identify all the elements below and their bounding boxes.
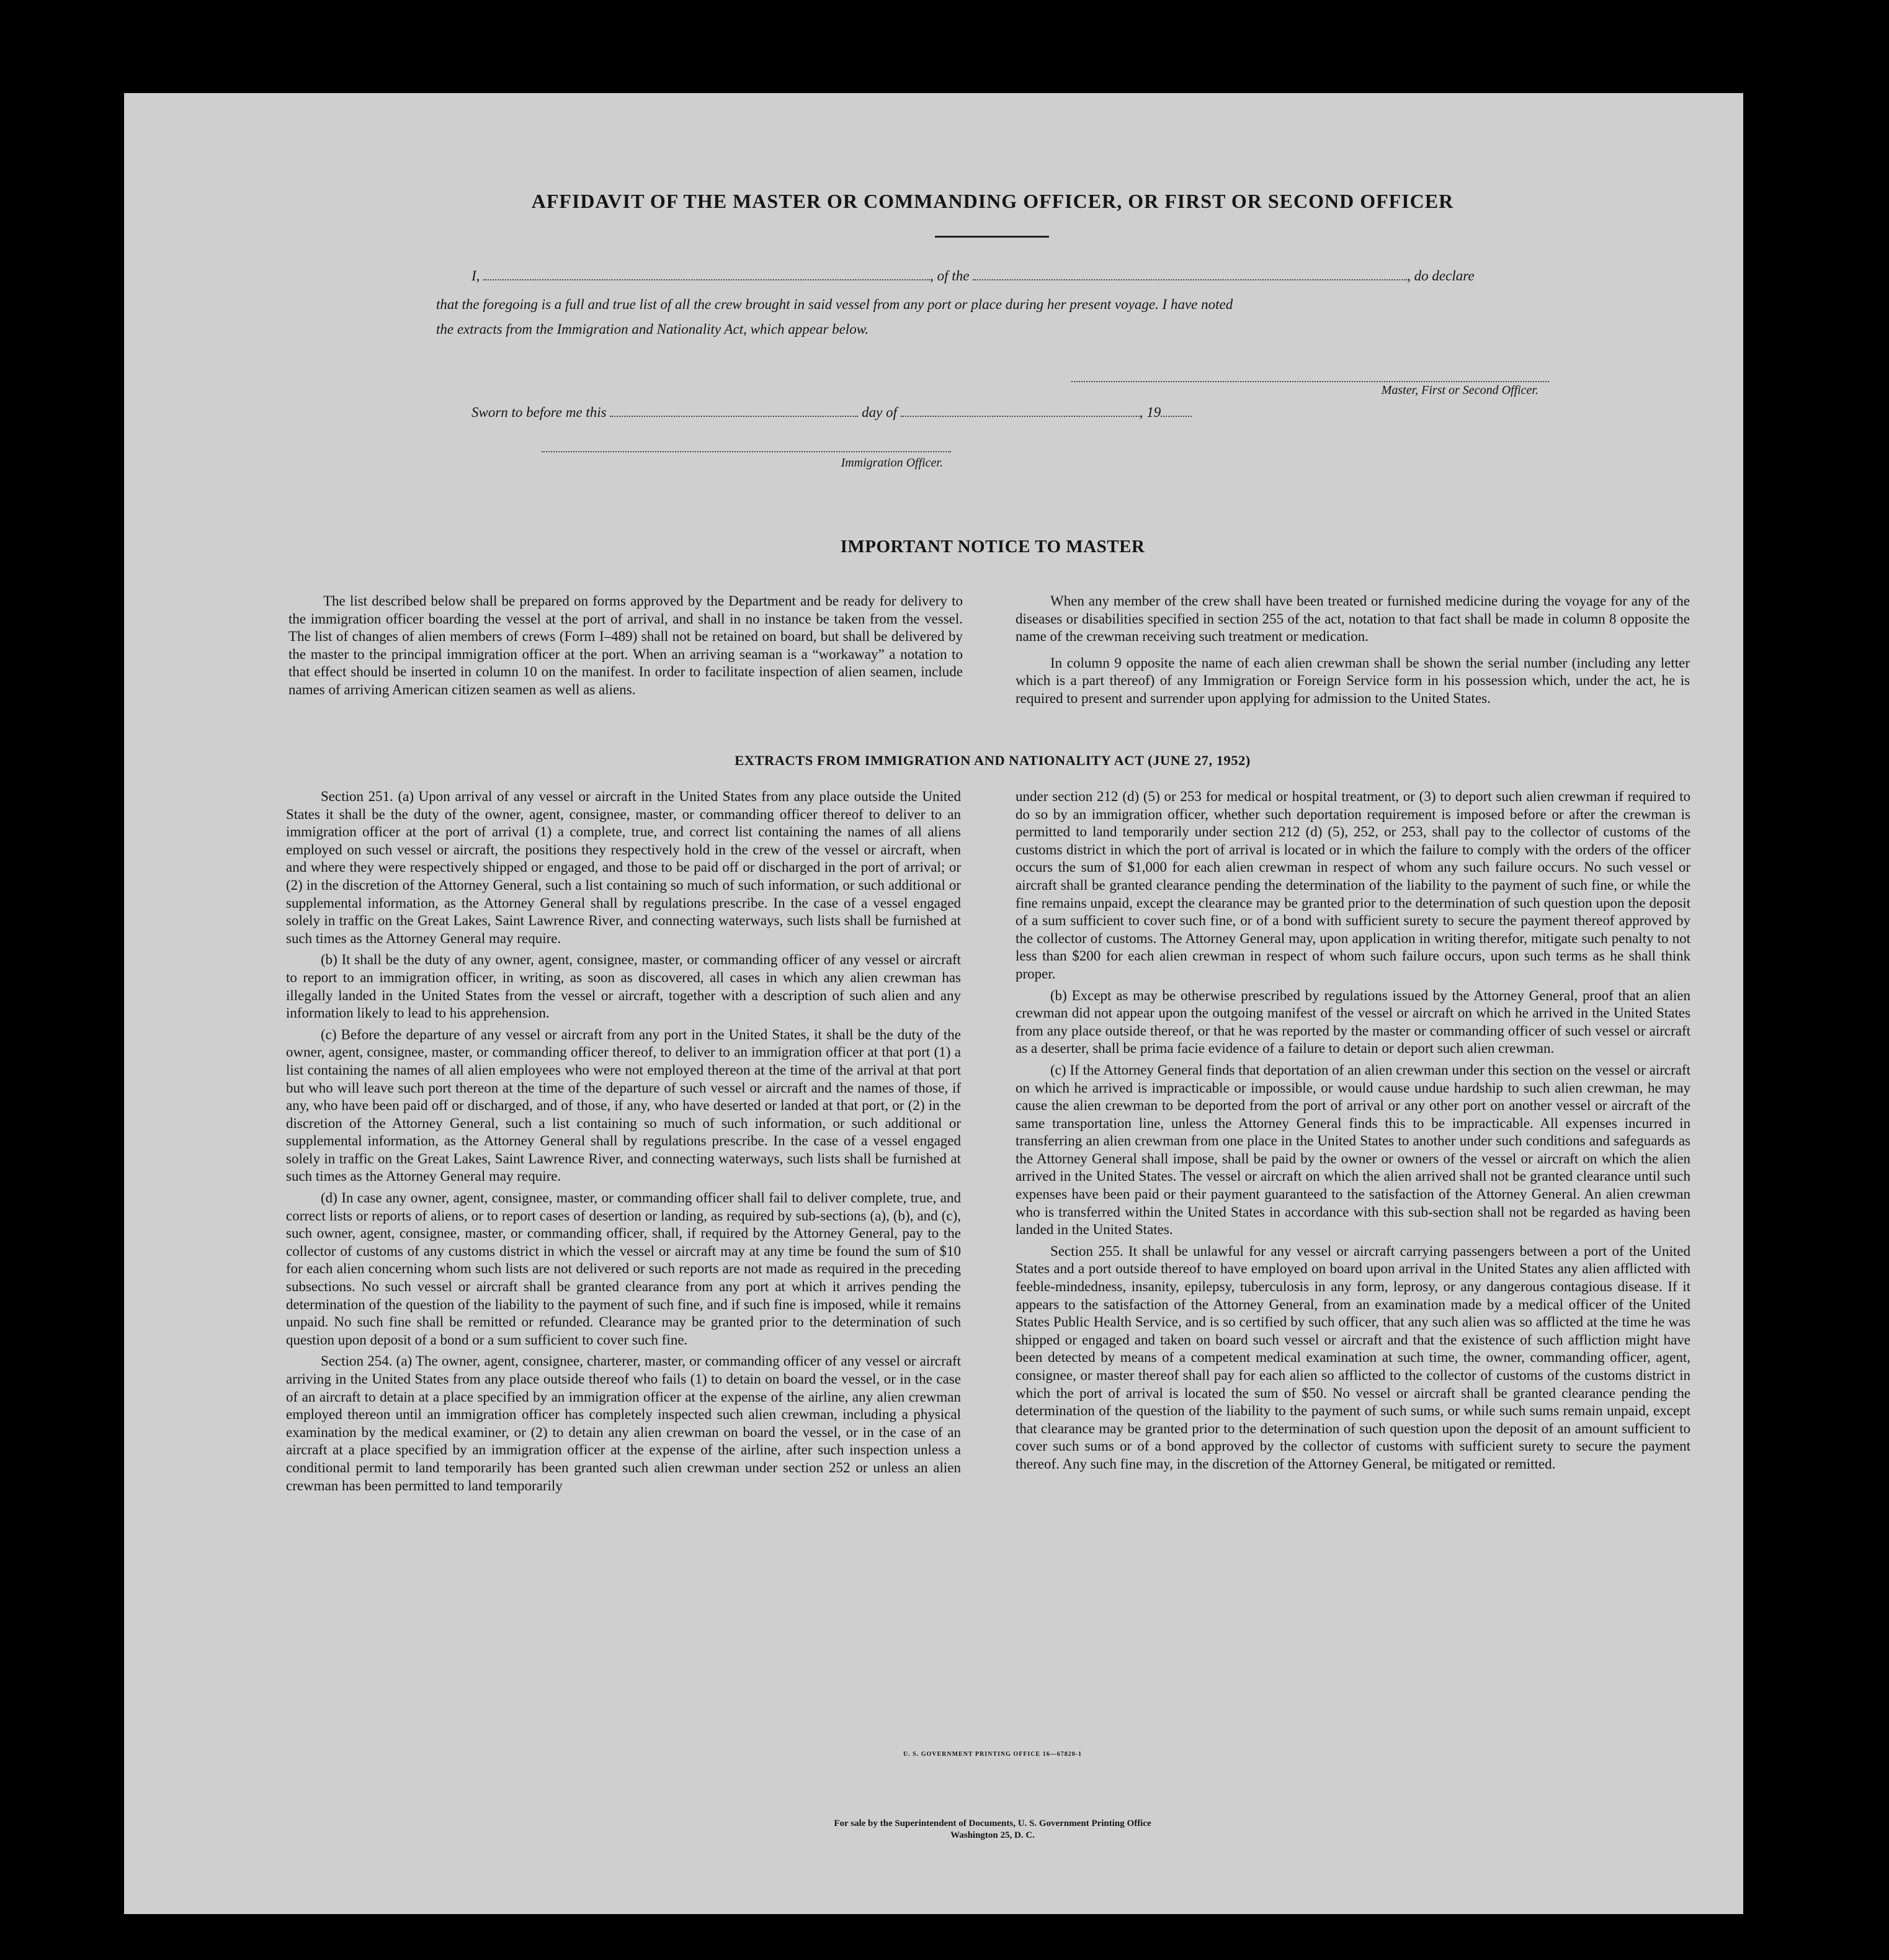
- sworn-label: Sworn to before me this: [471, 405, 607, 420]
- statement-line-1: that the foregoing is a full and true list of all the crew brought in said vessel from any port or place during her present voyage. I have noted: [436, 297, 1233, 312]
- printing-office-imprint: U. S. GOVERNMENT PRINTING OFFICE 16—67820-1: [903, 1751, 1083, 1758]
- binder-hole: [1790, 717, 1818, 746]
- master-signature-field[interactable]: [1071, 372, 1549, 382]
- statement-line-2: the extracts from the Immigration and Nationality Act, which appear below.: [436, 321, 869, 337]
- statute-paragraph: Section 255. It shall be unlawful for any vessel or aircraft carrying passengers between a port of the United States and a port outside thereof to have employed on board upon arrival in the United States any alien afflicted with feeble-mindedness, insanity, epilepsy, tuberculosis in any form, leprosy, or any dangerous contagious disease. If it appears to the satisfaction of the Attorney General, from an examination made by a medical officer of the United States Public Health Service, and is so certified by such officer, that any such alien was so afflicted at the time he was shipped or engaged and taken on board such vessel or aircraft and that the existence of such affliction might have been detected by means of a competent medical examination at such time, the owner, commanding officer, agent, consignee, or master thereof shall pay for each alien so afflicted to the collector of customs of the customs district in which the port of arrival is located the sum of $50. No vessel or aircraft shall be granted clearance pending the determination of the question of the liability to the payment of such sums, or while such sums remain unpaid, except that clearance may be granted prior to the determination of such question upon the deposit of an amount sufficient to cover such sums or of a bond approved by the collector of customs with sufficient surety to secure the payment thereof. Any such fine may, in the discretion of the Attorney General, be mitigated or remitted.: [1016, 1243, 1690, 1472]
- binder-hole: [1790, 238, 1818, 266]
- binder-hole: [1790, 1748, 1818, 1776]
- declaration-line: [471, 268, 1551, 284]
- i-label: I,: [471, 268, 480, 284]
- extracts-left-column: [286, 788, 961, 1498]
- do-declare-label: , do declare: [1407, 268, 1475, 284]
- sale-line-1: For sale by the Superintendent of Documents, U. S. Government Printing Office: [834, 1819, 1151, 1828]
- master-signature-label: Master, First or Second Officer.: [1381, 383, 1538, 397]
- notice-paragraph: When any member of the crew shall have been treated or furnished medicine during the voyage for any of the diseases or disabilities specified in section 255 of the act, notation to that fact shall be made in column 8 opposite the name of the crewman receiving such treatment or medication.: [1016, 593, 1690, 645]
- statute-paragraph: (c) If the Attorney General finds that deportation of an alien crewman under this section on the vessel or aircraft on which he arrived is impracticable or impossible, or would cause undue hardship to such alien crewman, he may cause the alien crewman to be deported from the port of arrival or any other port on another vessel or aircraft of the same transportation line, unless the Attorney General finds this to be impracticable. All expenses incurred in transferring an alien crewman from one place in the United States to another under such conditions and safeguards as the Attorney General shall impose, shall be paid by the owner or owners of the vessel or aircraft on which the alien arrived in the United States. The vessel or aircraft on which the alien arrived shall not be granted clearance until such expenses have been paid or their payment guaranteed to the satisfaction of the Attorney General. An alien crewman who is transferred within the United States in accordance with this sub-section shall not be regarded as having been landed in the United States.: [1016, 1062, 1690, 1238]
- statute-paragraph: (d) In case any owner, agent, consignee, master, or commanding officer shall fail to deliver complete, true, and correct lists or reports of aliens, or to report cases of desertion or landing, as required by sub-sections (a), (b), and (c), such owner, agent, consignee, master, or commanding officer, shall, if required by the Attorney General, pay to the collector of customs of any customs district in which the vessel or aircraft may at any time be found the sum of $10 for each alien concerning whom such lists are not delivered or such reports are not made as required in the preceding subsections. No such vessel or aircraft shall be granted clearance from any port at which it arrives pending the determination of the question of the liability to the payment of such fine, and if such fine is imposed, while it remains unpaid. No such fine shall be remitted or refunded. Clearance may be granted prior to the determination of such question upon deposit of a bond or a sum sufficient to cover such fine.: [286, 1190, 961, 1348]
- immigration-officer-label: Immigration Officer.: [841, 456, 943, 470]
- immigration-officer-signature-field[interactable]: [542, 444, 951, 452]
- extracts-right-column: [1016, 788, 1690, 1477]
- notice-paragraph: The list described below shall be prepared on forms approved by the Department and be ready for delivery to the immigration officer boarding the vessel at the port of arrival, and shall in no instance be taken from the vessel. The list of changes of alien members of crews (Form I–489) shall not be retained on board, but shall be delivered by the master to the principal immigration officer at the port. When an arriving seaman is a “workaway” a notation to that effect should be inserted in column 10 on the manifest. In order to facilitate inspection of alien seamen, include names of arriving American citizen seamen as well as aliens.: [288, 593, 963, 697]
- statute-paragraph: (b) Except as may be otherwise prescribed by regulations issued by the Attorney General, proof that an alien crewman did not appear upon the outgoing manifest of the vessel or aircraft on which he arrived in the United States from any place outside thereof, or that he was reported by the master or commanding officer of such vessel or aircraft as a deserter, shall be prima facie evidence of a failure to detain or deport such alien crewman.: [1016, 987, 1690, 1057]
- sale-notice: [620, 1818, 1365, 1841]
- statute-paragraph: Section 251. (a) Upon arrival of any vessel or aircraft in the United States from any place outside the United States it shall be the duty of the owner, agent, consignee, master, or commanding officer thereof to deliver to an immigration officer at the port of arrival (1) a complete, true, and correct list containing the names of all aliens employed on such vessel or aircraft, the positions they respectively hold in the crew of the vessel or aircraft, when and where they were respectively shipped or engaged, and those to be paid off or discharged in the port of arrival; or (2) in the discretion of the Attorney General, such a list containing so much of such information, or such additional or supplemental information, as the Attorney General shall by regulations prescribe. In the case of a vessel engaged solely in traffic on the Great Lakes, Saint Lawrence River, and connecting waterways, such lists shall be furnished at such times as the Attorney General may require.: [286, 789, 961, 946]
- sworn-day-field[interactable]: [610, 405, 858, 417]
- statute-paragraph: under section 212 (d) (5) or 253 for medical or hospital treatment, or (3) to deport such alien crewman if required to do so by an immigration officer, whether such deportation requirement is imposed before or after the crewman is permitted to land temporarily under section 212 (d) (5), 252, or 253, shall pay to the collector of customs of the customs district in which the port of arrival is located or in which the failure to comply with the orders of the officer occurs the sum of $1,000 for each alien crewman in respect of whom any such failure occurs. No such vessel or aircraft shall be granted clearance pending the determination of the liability to the payment of such fine, or while the fine remains unpaid, except the clearance may be granted prior to the determination of such question upon the deposit of a sum sufficient to cover such fine, or of a bond with sufficient surety to secure the payment thereof approved by the collector of customs. The Attorney General may, upon application in writing therefor, mitigate such penalty to not less than $200 for each alien crewman in respect of whom such failure occurs, upon such terms as he shall think proper.: [1016, 789, 1690, 982]
- binder-hole: [1790, 333, 1818, 362]
- binder-hole: [1790, 621, 1818, 650]
- notice-title: IMPORTANT NOTICE TO MASTER: [840, 537, 1145, 557]
- sale-line-2: Washington 25, D. C.: [950, 1830, 1035, 1840]
- day-of-label: day of: [862, 405, 897, 420]
- sworn-year-field[interactable]: [1161, 405, 1192, 417]
- extracts-title: EXTRACTS FROM IMMIGRATION AND NATIONALITY ACT (JUNE 27, 1952): [735, 753, 1251, 768]
- sworn-month-field[interactable]: [901, 405, 1140, 417]
- sworn-line: [471, 405, 1340, 421]
- notice-paragraph: In column 9 opposite the name of each alien crewman shall be shown the serial number (including any letter which is a part thereof) of any Immigration or Foreign Service form in his possession which, under the act, he is required to present and surrender upon applying for admission to the United States.: [1016, 655, 1690, 706]
- statute-paragraph: Section 254. (a) The owner, agent, consignee, charterer, master, or commanding officer of any vessel or aircraft arriving in the United States from any place outside thereof who fails (1) to detain on board the vessel, or in the case of an aircraft to detain at a place specified by an immigration officer at the expense of the airline, any alien crewman employed thereon until an immigration officer has completely inspected such alien crewman, including a physical examination by the medical examiner, or (2) to detain any alien crewman on board the vessel, or in the case of an aircraft at a place specified by an immigration officer at the expense of the airline, after such inspection unless a conditional permit to land temporarily has been granted such alien crewman under section 252 or unless an alien crewman has been permitted to land temporarily: [286, 1353, 961, 1493]
- of-the-label: , of the: [930, 268, 970, 284]
- binder-hole: [1790, 1366, 1818, 1395]
- binder-hole: [1790, 1269, 1818, 1297]
- statute-paragraph: (b) It shall be the duty of any owner, agent, consignee, master, or commanding officer of any vessel or aircraft to report to an immigration officer, in writing, as soon as discovered, all cases in which any alien crewman has illegally landed in the United States from the vessel or aircraft, together with a description of such alien and any information likely to lead to his apprehension.: [286, 952, 961, 1021]
- affidavit-title: AFFIDAVIT OF THE MASTER OR COMMANDING OFFICER, OR FIRST OR SECOND OFFICER: [531, 190, 1454, 212]
- statute-paragraph: (c) Before the departure of any vessel or aircraft from any port in the United States, it shall be the duty of the owner, agent, consignee, master, or commanding officer thereof, to deliver to an immigration officer at that port (1) a list containing the names of all alien employees who were not employed thereon at the time of the arrival at that port but who will leave such port thereon at the time of the departure of such vessel or aircraft and the names of those, if any, who have been paid off or discharged, and of those, if any, who have deserted or landed at that port, or (2) in the discretion of the Attorney General, such a list containing so much of such information, or such additional or supplemental information, as the Attorney General shall by regulations prescribe. In the case of a vessel engaged solely in traffic on the Great Lakes, Saint Lawrence River, and connecting waterways, such lists shall be furnished at such times as the Attorney General may require.: [286, 1026, 961, 1184]
- notice-right-column: [1016, 593, 1690, 712]
- title-divider: [935, 236, 1049, 238]
- vessel-name-field[interactable]: [973, 268, 1407, 280]
- notice-left-column: [288, 593, 963, 703]
- binder-hole: [1790, 1652, 1818, 1681]
- year-label: , 19: [1139, 405, 1161, 420]
- officer-name-field[interactable]: [483, 268, 930, 280]
